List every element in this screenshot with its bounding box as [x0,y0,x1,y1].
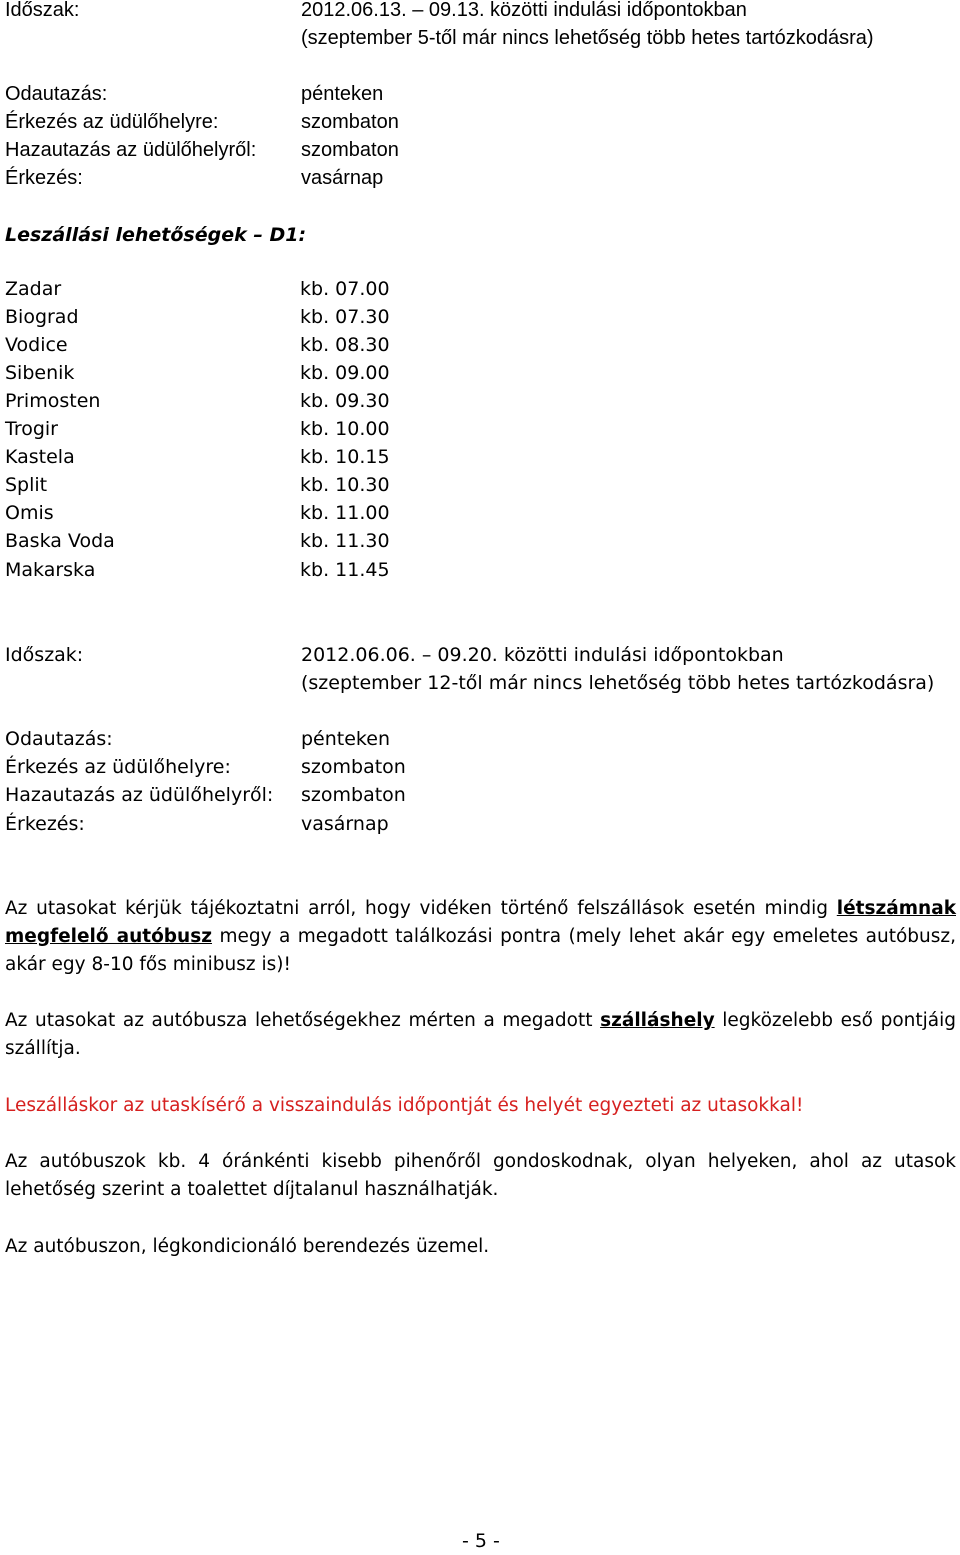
arrival-label: Érkezés: [5,167,83,189]
arrival-resort-label: Érkezés az üdülőhelyre: [5,756,231,778]
note-emphasis: létszámnak megfelelő autóbusz [5,898,956,947]
note-rest-stops: Az autóbuszok kb. 4 óránkénti kisebb pihenőről gondoskodnak, olyan helyeken, ahol az utasok lehetőség szerint a toalettet díjtalanul használhatják. [5,1151,956,1200]
period-dates: 2012.06.13. – 09.13. közötti indulási időpontokban [301,0,747,21]
stop-name: Trogir [5,418,58,440]
stop-name: Vodice [5,334,68,356]
note-guide-warning: Leszálláskor az utaskísérő a visszaindulás időpontját és helyét egyezteti az utasokkal! [5,1095,804,1116]
return-value: szombaton [301,139,399,161]
stop-name: Split [5,474,48,496]
stop-name: Kastela [5,446,75,468]
arrival-resort-value: szombaton [301,756,406,778]
stop-time: kb. 11.30 [300,530,390,552]
stop-time: kb. 11.00 [300,502,390,524]
page-number: - 5 - [462,1530,500,1552]
stop-time: kb. 08.30 [300,334,390,356]
stop-time: kb. 10.30 [300,474,390,496]
period-note: (szeptember 5-től már nincs lehetőség több hetes tartózkodásra) [301,27,874,49]
note-accommodation [5,1007,956,1063]
stop-name: Baska Voda [5,530,115,552]
note-text: Az utasokat az autóbusza lehetőségekhez mérten a megadott [5,1010,601,1031]
stop-time: kb. 07.30 [300,306,390,328]
stop-name: Makarska [5,559,96,581]
stop-name: Zadar [5,278,62,300]
departure-label: Odautazás: [5,83,108,105]
note-bus-capacity [5,895,956,979]
departure-label: Odautazás: [5,728,113,750]
stop-name: Sibenik [5,362,75,384]
return-label: Hazautazás az üdülőhelyről: [5,139,257,161]
departure-value: pénteken [301,83,384,105]
departure-value: pénteken [301,728,390,750]
stop-time: kb. 11.45 [300,559,390,581]
period-label: Időszak: [5,0,80,21]
stop-name: Omis [5,502,54,524]
stop-name: Primosten [5,390,101,412]
stop-time: kb. 07.00 [300,278,390,300]
note-emphasis: szálláshely [600,1010,715,1031]
return-label: Hazautazás az üdülőhelyről: [5,784,274,806]
note-text: megy a megadott találkozási pontra (mely lehet akár egy emeletes autóbusz, akár egy 8-10 fős minibusz is)! [5,926,956,975]
arrival-resort-label: Érkezés az üdülőhelyre: [5,111,219,133]
note-text: legközelebb eső pontjáig szállítja. [5,1010,956,1059]
arrival-value: vasárnap [301,167,384,189]
arrival-label: Érkezés: [5,813,85,835]
note-text: Az utasokat kérjük tájékoztatni arról, hogy vidéken történő felszállások esetén mindig [5,898,837,919]
note-air-conditioning: Az autóbuszon, légkondicionáló berendezés üzemel. [5,1236,490,1257]
arrival-value: vasárnap [301,813,389,835]
stop-time: kb. 10.15 [300,446,390,468]
stop-time: kb. 09.00 [300,362,390,384]
stop-time: kb. 10.00 [300,418,390,440]
return-value: szombaton [301,784,406,806]
stop-name: Biograd [5,306,79,328]
stop-time: kb. 09.30 [300,390,390,412]
arrival-resort-value: szombaton [301,111,399,133]
dropoff-heading: Leszállási lehetőségek – D1: [5,224,307,246]
period-label: Időszak: [5,644,84,666]
period-dates: 2012.06.06. – 09.20. közötti indulási időpontokban [301,644,784,666]
period-note: (szeptember 12-től már nincs lehetőség több hetes tartózkodásra) [301,672,935,694]
